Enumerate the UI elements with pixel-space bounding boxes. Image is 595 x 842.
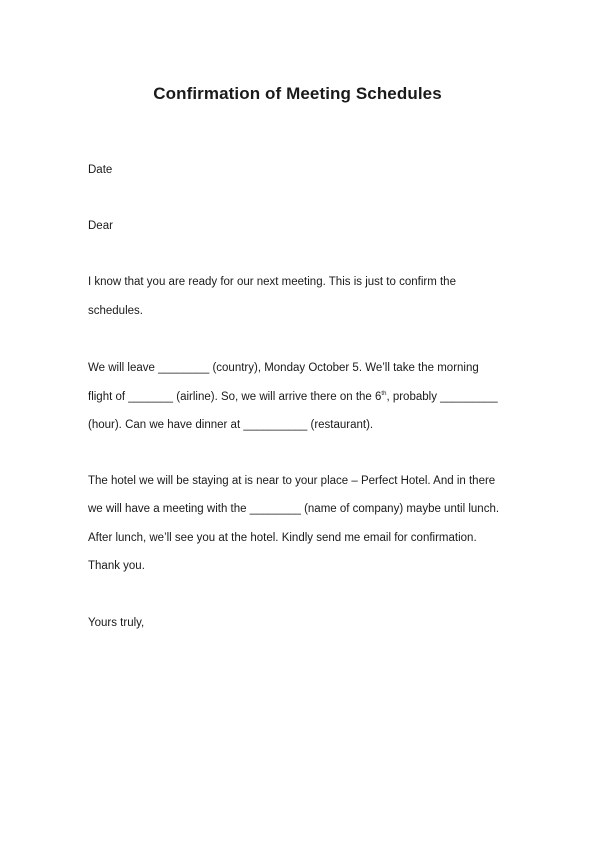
date-label: Date — [88, 164, 113, 176]
paragraph2-line3: (hour). Can we have dinner at __________ (restaurant). — [88, 419, 374, 431]
paragraph1-line1: I know that you are ready for our next meeting. This is just to confirm the — [88, 276, 456, 288]
paragraph2-line2-before: flight of _______ (airline). So, we will arrive there on the 6 — [88, 391, 382, 403]
paragraph2-line1: We will leave ________ (country), Monday October 5. We’ll take the morning — [88, 362, 479, 374]
paragraph3-line1: The hotel we will be staying at is near to your place – Perfect Hotel. And in there — [88, 475, 496, 487]
paragraph3-line3: After lunch, we’ll see you at the hotel. Kindly send me email for confirmation. — [88, 532, 477, 544]
ordinal-superscript: th — [381, 391, 387, 397]
paragraph2-line2-after: , probably _________ — [386, 391, 498, 403]
paragraph3-line2: we will have a meeting with the ________ (name of company) maybe until lunch. — [88, 503, 500, 515]
closing: Yours truly, — [88, 617, 145, 629]
salutation: Dear — [88, 220, 113, 232]
paragraph2-line2 — [88, 390, 498, 404]
paragraph3-line4: Thank you. — [88, 560, 145, 572]
paragraph1-line2: schedules. — [88, 305, 143, 317]
document-title: Confirmation of Meeting Schedules — [153, 84, 442, 103]
